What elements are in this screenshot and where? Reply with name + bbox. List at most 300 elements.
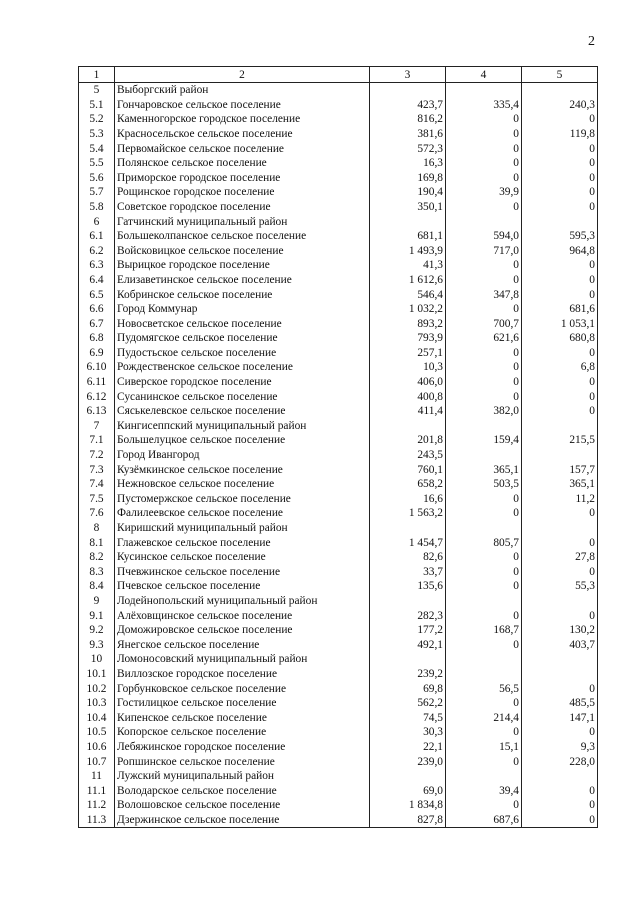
value-col-4: 0 [446,754,522,769]
row-number: 5.3 [79,126,115,141]
table-row [79,652,598,667]
value-col-3: 1 612,6 [370,272,446,287]
settlement-name: Кобринское сельское поселение [115,287,370,302]
row-number: 5.5 [79,156,115,171]
value-col-4: 214,4 [446,710,522,725]
settlement-name: Сяськелевское сельское поселение [115,404,370,419]
settlement-name: Киришский муниципальный район [115,520,370,535]
table-row [79,491,598,506]
row-number: 6.1 [79,229,115,244]
value-col-4: 503,5 [446,477,522,492]
table-row [79,812,598,827]
value-col-3: 350,1 [370,199,446,214]
settlement-name: Фалилеевское сельское поселение [115,506,370,521]
value-col-3: 82,6 [370,550,446,565]
value-col-4: 0 [446,491,522,506]
table-row [79,126,598,141]
table-row [79,389,598,404]
value-col-4 [446,593,522,608]
settlement-name: Елизаветинское сельское поселение [115,272,370,287]
settlement-name: Лужский муниципальный район [115,769,370,784]
value-col-4: 347,8 [446,287,522,302]
table-row [79,345,598,360]
row-number: 6.2 [79,243,115,258]
settlement-name: Сусанинское сельское поселение [115,389,370,404]
value-col-5 [522,769,598,784]
table-row [79,564,598,579]
settlement-name: Сиверское городское поселение [115,374,370,389]
row-number: 6.9 [79,345,115,360]
value-col-5: 0 [522,404,598,419]
value-col-4: 0 [446,637,522,652]
value-col-3: 1 032,2 [370,302,446,317]
row-number: 8.1 [79,535,115,550]
value-col-4: 365,1 [446,462,522,477]
value-col-5: 680,8 [522,331,598,346]
table-row [79,608,598,623]
value-col-3: 1 563,2 [370,506,446,521]
settlement-name: Рощинское городское поселение [115,185,370,200]
row-number: 11.2 [79,798,115,813]
value-col-5: 0 [522,725,598,740]
value-col-5: 0 [522,258,598,273]
value-col-5: 0 [522,812,598,827]
row-number: 10.5 [79,725,115,740]
value-col-4: 0 [446,345,522,360]
value-col-3: 400,8 [370,389,446,404]
value-col-3: 1 493,9 [370,243,446,258]
value-col-4: 0 [446,156,522,171]
row-number: 9.2 [79,623,115,638]
settlement-name: Каменногорское городское поселение [115,112,370,127]
table-row [79,696,598,711]
settlement-name: Володарское сельское поселение [115,783,370,798]
table-row [79,681,598,696]
row-number: 8 [79,520,115,535]
value-col-4 [446,82,522,97]
settlement-name: Гончаровское сельское поселение [115,97,370,112]
value-col-3: 22,1 [370,739,446,754]
value-col-4: 15,1 [446,739,522,754]
row-number: 7.5 [79,491,115,506]
value-col-3: 16,6 [370,491,446,506]
value-col-5: 0 [522,199,598,214]
value-col-3: 406,0 [370,374,446,389]
value-col-5: 0 [522,185,598,200]
value-col-5: 228,0 [522,754,598,769]
table-row [79,170,598,185]
settlement-name: Лебяжинское городское поселение [115,739,370,754]
value-col-4: 700,7 [446,316,522,331]
table-row [79,593,598,608]
value-col-4: 0 [446,725,522,740]
row-number: 9 [79,593,115,608]
table-row [79,418,598,433]
value-col-5: 0 [522,506,598,521]
value-col-5 [522,82,598,97]
value-col-5: 147,1 [522,710,598,725]
table-row [79,710,598,725]
value-col-3: 760,1 [370,462,446,477]
settlement-name: Приморское городское поселение [115,170,370,185]
value-col-5: 130,2 [522,623,598,638]
table-row [79,229,598,244]
value-col-3: 893,2 [370,316,446,331]
settlement-name: Янегское сельское поселение [115,637,370,652]
value-col-3: 423,7 [370,97,446,112]
table-row [79,550,598,565]
value-col-5: 0 [522,681,598,696]
table-row [79,739,598,754]
row-number: 7.4 [79,477,115,492]
value-col-4: 0 [446,550,522,565]
value-col-3: 827,8 [370,812,446,827]
table-row [79,199,598,214]
table-row [79,272,598,287]
row-number: 5.6 [79,170,115,185]
table-row [79,769,598,784]
value-col-3: 562,2 [370,696,446,711]
row-number: 5.7 [79,185,115,200]
value-col-5 [522,418,598,433]
table-row [79,316,598,331]
table-row [79,141,598,156]
table-row [79,579,598,594]
row-number: 9.1 [79,608,115,623]
value-col-4 [446,652,522,667]
row-number: 5.8 [79,199,115,214]
table-row [79,754,598,769]
row-number: 6.12 [79,389,115,404]
value-col-4: 39,9 [446,185,522,200]
value-col-5: 55,3 [522,579,598,594]
settlement-name: Город Ивангород [115,447,370,462]
value-col-3: 572,3 [370,141,446,156]
value-col-5 [522,593,598,608]
settlement-name: Кингисеппский муниципальный район [115,418,370,433]
value-col-4: 0 [446,506,522,521]
value-col-5: 27,8 [522,550,598,565]
value-col-4: 382,0 [446,404,522,419]
value-col-5 [522,447,598,462]
header-row [79,67,598,83]
row-number: 7.2 [79,447,115,462]
settlement-name: Волошовское сельское поселение [115,798,370,813]
row-number: 10.1 [79,666,115,681]
value-col-4: 0 [446,126,522,141]
value-col-3: 793,9 [370,331,446,346]
value-col-3: 30,3 [370,725,446,740]
settlement-name: Алёховщинское сельское поселение [115,608,370,623]
page-number: 2 [588,34,595,49]
value-col-5: 157,7 [522,462,598,477]
value-col-5: 0 [522,287,598,302]
row-number: 10.2 [79,681,115,696]
settlement-name: Пчевское сельское поселение [115,579,370,594]
settlement-name: Гостилицкое сельское поселение [115,696,370,711]
row-number: 8.2 [79,550,115,565]
settlement-name: Гатчинский муниципальный район [115,214,370,229]
value-col-3: 33,7 [370,564,446,579]
row-number: 7.6 [79,506,115,521]
settlement-name: Полянское сельское поселение [115,156,370,171]
value-col-5: 0 [522,374,598,389]
value-col-5: 0 [522,141,598,156]
value-col-3: 1 834,8 [370,798,446,813]
table-row [79,360,598,375]
value-col-5: 0 [522,608,598,623]
value-col-4 [446,666,522,681]
value-col-4: 0 [446,696,522,711]
value-col-3: 658,2 [370,477,446,492]
row-number: 7 [79,418,115,433]
value-col-3: 257,1 [370,345,446,360]
value-col-4 [446,769,522,784]
settlement-name: Красносельское сельское поселение [115,126,370,141]
row-number: 6.5 [79,287,115,302]
value-col-5: 215,5 [522,433,598,448]
value-col-3: 69,8 [370,681,446,696]
value-col-5: 0 [522,535,598,550]
table-row [79,725,598,740]
value-col-3 [370,520,446,535]
value-col-5: 0 [522,112,598,127]
settlement-name: Кусинское сельское поселение [115,550,370,565]
row-number: 7.1 [79,433,115,448]
value-col-4: 168,7 [446,623,522,638]
value-col-3: 243,5 [370,447,446,462]
table-row [79,97,598,112]
value-col-5: 119,8 [522,126,598,141]
settlement-name: Пустомержское сельское поселение [115,491,370,506]
row-number: 10 [79,652,115,667]
column-header: 5 [522,67,598,83]
table-row [79,666,598,681]
value-col-3 [370,652,446,667]
value-col-3: 546,4 [370,287,446,302]
value-col-4: 56,5 [446,681,522,696]
table-row [79,156,598,171]
settlement-name: Ломоносовский муниципальный район [115,652,370,667]
value-col-5: 9,3 [522,739,598,754]
table-row [79,477,598,492]
value-col-3: 239,0 [370,754,446,769]
value-col-4: 0 [446,170,522,185]
value-col-4: 0 [446,272,522,287]
settlement-name: Большелуцкое сельское поселение [115,433,370,448]
settlement-name: Советское городское поселение [115,199,370,214]
row-number: 5.2 [79,112,115,127]
row-number: 11.1 [79,783,115,798]
table-row [79,433,598,448]
value-col-5: 403,7 [522,637,598,652]
settlement-name: Кузёмкинское сельское поселение [115,462,370,477]
value-col-4: 335,4 [446,97,522,112]
value-col-4 [446,447,522,462]
column-header: 4 [446,67,522,83]
value-col-5: 240,3 [522,97,598,112]
value-col-5: 0 [522,272,598,287]
value-col-3: 239,2 [370,666,446,681]
settlement-name: Город Коммунар [115,302,370,317]
table-row [79,331,598,346]
value-col-3: 201,8 [370,433,446,448]
value-col-5: 1 053,1 [522,316,598,331]
value-col-4: 621,6 [446,331,522,346]
value-col-5: 6,8 [522,360,598,375]
value-col-4: 0 [446,258,522,273]
row-number: 6.6 [79,302,115,317]
settlement-name: Новосветское сельское поселение [115,316,370,331]
value-col-5: 0 [522,156,598,171]
row-number: 6.4 [79,272,115,287]
table-row [79,302,598,317]
table-row [79,783,598,798]
value-col-4: 0 [446,579,522,594]
value-col-4: 0 [446,141,522,156]
value-col-4: 0 [446,360,522,375]
table-row [79,374,598,389]
value-col-3: 169,8 [370,170,446,185]
value-col-5: 0 [522,783,598,798]
value-col-3: 681,1 [370,229,446,244]
settlement-name: Лодейнопольский муниципальный район [115,593,370,608]
table-row [79,404,598,419]
row-number: 10.6 [79,739,115,754]
value-col-5: 0 [522,389,598,404]
row-number: 5.4 [79,141,115,156]
value-col-5: 485,5 [522,696,598,711]
table-row [79,520,598,535]
table-row [79,623,598,638]
row-number: 11 [79,769,115,784]
table-row [79,506,598,521]
value-col-3 [370,769,446,784]
value-col-4 [446,520,522,535]
row-number: 6.11 [79,374,115,389]
row-number: 6.10 [79,360,115,375]
value-col-3 [370,418,446,433]
value-col-4: 0 [446,564,522,579]
value-col-4: 0 [446,798,522,813]
value-col-4: 687,6 [446,812,522,827]
settlement-name: Первомайское сельское поселение [115,141,370,156]
row-number: 10.4 [79,710,115,725]
table-row [79,637,598,652]
value-col-3: 41,3 [370,258,446,273]
value-col-5: 0 [522,345,598,360]
data-table [78,66,598,828]
settlement-name: Доможировское сельское поселение [115,623,370,638]
value-col-3: 282,3 [370,608,446,623]
row-number: 5.1 [79,97,115,112]
value-col-3 [370,593,446,608]
settlement-name: Пудомягское сельское поселение [115,331,370,346]
settlement-name: Дзержинское сельское поселение [115,812,370,827]
settlement-name: Ропшинское сельское поселение [115,754,370,769]
table-row [79,258,598,273]
settlement-name: Пудостьское сельское поселение [115,345,370,360]
value-col-5: 365,1 [522,477,598,492]
value-col-3: 492,1 [370,637,446,652]
value-col-3: 69,0 [370,783,446,798]
row-number: 6.13 [79,404,115,419]
settlement-name: Виллозское городское поселение [115,666,370,681]
settlement-name: Большеколпанское сельское поселение [115,229,370,244]
row-number: 6.3 [79,258,115,273]
settlement-name: Рождественское сельское поселение [115,360,370,375]
row-number: 9.3 [79,637,115,652]
table-row [79,535,598,550]
value-col-3: 16,3 [370,156,446,171]
value-col-4: 0 [446,608,522,623]
value-col-5: 681,6 [522,302,598,317]
column-header: 1 [79,67,115,83]
value-col-3 [370,82,446,97]
table-row [79,112,598,127]
row-number: 6.8 [79,331,115,346]
settlement-name: Вырицкое городское поселение [115,258,370,273]
value-col-3: 190,4 [370,185,446,200]
row-number: 8.3 [79,564,115,579]
settlement-name: Войсковицкое сельское поселение [115,243,370,258]
row-number: 10.3 [79,696,115,711]
value-col-5: 11,2 [522,491,598,506]
value-col-4: 0 [446,112,522,127]
settlement-name: Глажевское сельское поселение [115,535,370,550]
value-col-4: 159,4 [446,433,522,448]
value-col-3: 135,6 [370,579,446,594]
value-col-4: 0 [446,302,522,317]
value-col-5 [522,666,598,681]
row-number: 7.3 [79,462,115,477]
settlement-name: Копорское сельское поселение [115,725,370,740]
value-col-3: 177,2 [370,623,446,638]
settlement-name: Выборгский район [115,82,370,97]
table-row [79,82,598,97]
value-col-3: 1 454,7 [370,535,446,550]
table-row [79,287,598,302]
value-col-3: 411,4 [370,404,446,419]
value-col-4 [446,418,522,433]
value-col-5: 0 [522,798,598,813]
settlement-name: Пчевжинское сельское поселение [115,564,370,579]
table-row [79,798,598,813]
value-col-3: 10,3 [370,360,446,375]
row-number: 11.3 [79,812,115,827]
value-col-3: 74,5 [370,710,446,725]
row-number: 5 [79,82,115,97]
column-header: 3 [370,67,446,83]
row-number: 10.7 [79,754,115,769]
settlement-name: Нежновское сельское поселение [115,477,370,492]
value-col-4: 594,0 [446,229,522,244]
value-col-5: 0 [522,564,598,579]
value-col-4: 717,0 [446,243,522,258]
row-number: 6 [79,214,115,229]
table-row [79,243,598,258]
row-number: 6.7 [79,316,115,331]
table-row [79,462,598,477]
settlement-name: Горбунковское сельское поселение [115,681,370,696]
value-col-5 [522,214,598,229]
value-col-4: 805,7 [446,535,522,550]
value-col-4: 39,4 [446,783,522,798]
value-col-5: 964,8 [522,243,598,258]
column-header: 2 [115,67,370,83]
value-col-4 [446,214,522,229]
value-col-4: 0 [446,199,522,214]
